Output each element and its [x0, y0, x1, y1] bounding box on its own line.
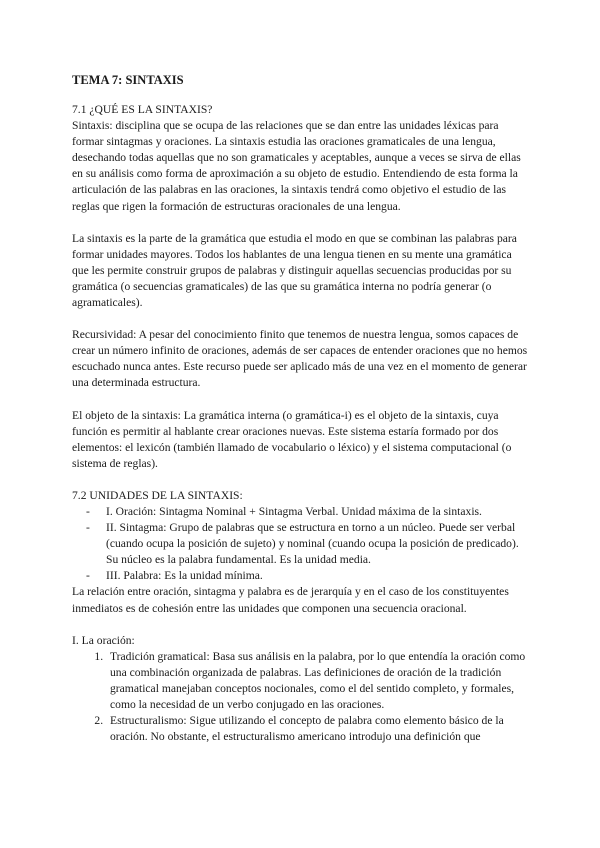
list-item: - I. Oración: Sintagma Nominal + Sintagma Verbal. Unidad máxima de la sintaxis. [86, 504, 528, 520]
section-heading-1: 7.1 ¿QUÉ ES LA SINTAXIS? [72, 103, 213, 116]
section-heading-2: 7.2 UNIDADES DE LA SINTAXIS: [72, 488, 243, 502]
sentence-list [72, 649, 528, 746]
document-title: TEMA 7: SINTAXIS [72, 73, 184, 87]
list-item: - III. Palabra: Es la unidad mínima. [86, 568, 528, 584]
list-item: - II. Sintagma: Grupo de palabras que se estructura en torno a un núcleo. Puede ser verbal (cuando ocupa la posición de sujeto) y nominal (cuando ocupa la posición de predicado). Su núcleo es la palabra fundamental. Es la unidad media. [86, 520, 528, 568]
paragraph-definition: Sintaxis: disciplina que se ocupa de las relaciones que se dan entre las unidades léxicas para formar sintagmas y oraciones. La sintaxis estudia las oraciones gramaticales de una lengua, desechando todas aquellas que no son gramaticales y aceptables, aunque a veces se sirva de ellas en su análisis como forma de aproximación a su objeto de estudio. Entendiendo de esta forma la articulación de las palabras en las oraciones, la sintaxis tendrá como objetivo el estudio de las reglas que rigen la formación de estructuras oracionales de una lengua. [72, 119, 521, 213]
paragraph-grammar: La sintaxis es la parte de la gramática que estudia el modo en que se combinan las palabras para formar unidades mayores. Todos los hablantes de una lengua tienen en su mente una gramática que les permite construir grupos de palabras y distinguir aquellas secuencias producidas por su gramática (o secuencias gramaticales) de las que su gramática interna no podría generar (o agramaticales). [72, 231, 517, 310]
list-item: 2. Estructuralismo: Sigue utilizando el concepto de palabra como elemento básico de la oración. No obstante, el estructuralismo americano introdujo una definición que [106, 713, 528, 745]
list-item: 1. Tradición gramatical: Basa sus análisis en la palabra, por lo que entendía la oración como una combinación organizada de palabras. Las definiciones de oración de la tradición gramatical manejaban conceptos nocionales, como el del sentido completo, y formales, como la necesidad de un verbo conjugado en las oraciones. [106, 649, 528, 713]
units-list [72, 504, 528, 584]
paragraph-recursivity: Recursividad: A pesar del conocimiento finito que tenemos de nuestra lengua, somos capaces de crear un número infinito de oraciones, además de ser capaces de entender oraciones que no hemos escuchado nunca antes. Este recurso puede ser aplicado más de una vez en el momento de generar una determinada estructura. [72, 328, 528, 390]
subsection-heading: I. La oración: [72, 633, 135, 647]
paragraph-relation: La relación entre oración, sintagma y palabra es de jerarquía y en el caso de los constituyentes inmediatos es de cohesión entre las unidades que componen una secuencia oracional. [72, 585, 509, 615]
paragraph-object: El objeto de la sintaxis: La gramática interna (o gramática-i) es el objeto de la sintaxis, cuya función es permitir al hablante crear oraciones nuevas. Este sistema estaría formado por dos elementos: el lexicón (también llamado de vocabulario o léxico) y el sistema computacional (o sistema de reglas). [72, 408, 512, 470]
